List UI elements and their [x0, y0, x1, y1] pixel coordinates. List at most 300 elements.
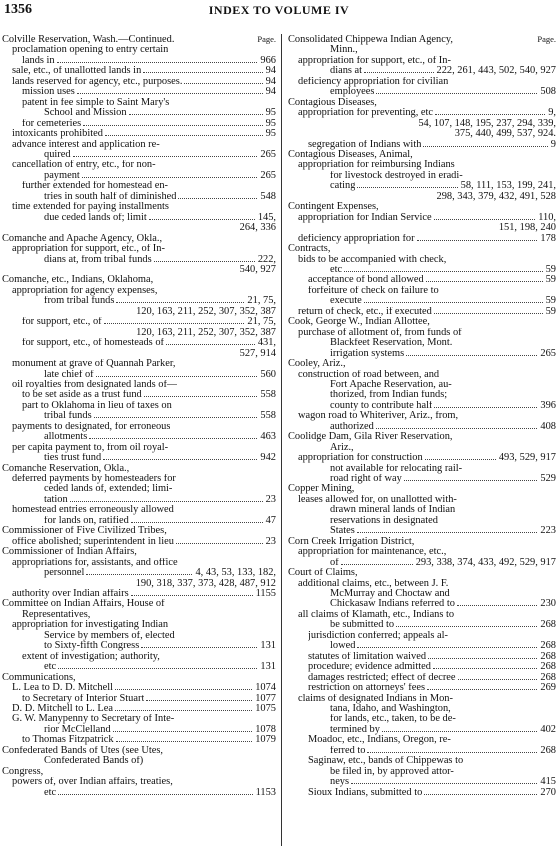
- index-heading: [2, 234, 276, 244]
- index-entry: [2, 652, 276, 662]
- page-reference: 268: [540, 619, 556, 631]
- index-entry: [288, 735, 556, 745]
- entry-text: thorized, from Indian funds;: [330, 390, 448, 401]
- index-entry: [288, 453, 556, 463]
- entry-text: late chief of: [44, 369, 94, 380]
- entry-text: for lands on, ratified: [44, 515, 129, 526]
- index-entry: [288, 589, 556, 599]
- page-reference: 59: [545, 263, 556, 275]
- index-entry: [288, 45, 556, 55]
- entry-text: 120, 163, 211, 252, 307, 352, 387: [136, 306, 276, 317]
- page-reference: 94: [265, 65, 276, 77]
- entry-text: for support, etc., of homesteads of: [22, 338, 164, 349]
- index-entry: [288, 756, 556, 766]
- page-column-label: Page.: [537, 34, 556, 44]
- page-reference: 558: [260, 389, 276, 401]
- entry-text: Consolidated Chippewa Indian Agency,: [288, 35, 453, 45]
- page-reference: 4, 43, 53, 133, 182,: [195, 567, 276, 579]
- entry-text: procedure; evidence admitted: [308, 662, 431, 673]
- index-entry: [288, 526, 556, 536]
- index-entry: [288, 87, 556, 97]
- entry-text: wagon road to Whiteriver, Ariz., from,: [298, 411, 459, 422]
- index-entry: [2, 641, 276, 651]
- page-reference: 548: [260, 190, 276, 202]
- entry-text: appropriation for Indian Service: [298, 212, 432, 223]
- dot-leader: [434, 219, 536, 220]
- index-entry: [288, 380, 556, 390]
- page-reference: 402: [540, 723, 556, 735]
- dot-leader: [433, 668, 538, 669]
- index-entry: [2, 484, 276, 494]
- index-entry: [288, 422, 556, 432]
- dot-leader: [82, 177, 258, 178]
- index-entry: [288, 746, 556, 756]
- page-reference: 265: [540, 347, 556, 359]
- entry-text: damages restricted; effect of decree: [308, 672, 456, 683]
- dot-leader: [423, 146, 547, 147]
- entry-text: of: [330, 557, 339, 568]
- index-entry: [2, 704, 276, 714]
- page-reference: 95: [265, 107, 276, 119]
- entry-text: drawn mineral lands of Indian: [330, 505, 456, 516]
- page-reference: 145,: [257, 211, 276, 223]
- index-entry: [288, 579, 556, 589]
- page-reference: 59: [545, 274, 556, 286]
- entry-text: purchase of allotment of, from funds of: [298, 327, 462, 338]
- index-entry: [288, 66, 556, 76]
- index-entry: [2, 66, 276, 76]
- index-entry: [288, 516, 556, 526]
- entry-text: etc: [44, 662, 57, 673]
- entry-text: per capita payment to, from oil royal-: [12, 442, 169, 453]
- entry-text: lands in: [22, 55, 55, 66]
- index-entry: [2, 286, 276, 296]
- index-heading: [288, 568, 556, 578]
- index-entry: [288, 599, 556, 609]
- entry-text: 190, 318, 337, 373, 428, 487, 912: [135, 578, 276, 589]
- page-reference: 942: [260, 452, 276, 464]
- page-reference: 265: [260, 148, 276, 160]
- index-entry: [288, 160, 556, 170]
- index-heading: [2, 349, 276, 359]
- index-heading: [2, 223, 276, 233]
- entry-text: county to contribute half: [330, 400, 433, 411]
- index-entry: [2, 579, 276, 589]
- entry-text: Comanche, etc., Indians, Oklahoma,: [2, 275, 154, 286]
- page-reference: 540, 927: [239, 263, 276, 275]
- entry-text: Communications,: [2, 672, 76, 683]
- index-entry: [2, 181, 276, 191]
- index-entry: [288, 694, 556, 704]
- index-entry: [288, 328, 556, 338]
- entry-text: sale, etc., of unallotted lands in: [12, 66, 142, 77]
- entry-text: additional claims, etc., between J. F.: [298, 578, 449, 589]
- page-reference: 558: [260, 410, 276, 422]
- dot-leader: [434, 313, 543, 314]
- dot-leader: [434, 407, 537, 408]
- page-reference: 270: [540, 786, 556, 798]
- index-heading: [288, 484, 556, 494]
- dot-leader: [364, 72, 433, 73]
- entry-text: extent of investigation; authority,: [22, 651, 160, 662]
- index-entry: [2, 788, 276, 798]
- page-reference: 268: [540, 650, 556, 662]
- page-reference: 47: [265, 514, 276, 526]
- index-entry: [2, 537, 276, 547]
- index-entry: [288, 390, 556, 400]
- index-entry: [288, 788, 556, 798]
- entry-text: personnel: [44, 568, 85, 579]
- index-entry: [2, 108, 276, 118]
- page-reference: 230: [540, 598, 556, 610]
- index-entry: [2, 338, 276, 348]
- page-reference: 268: [540, 640, 556, 652]
- entry-text: quired: [44, 149, 71, 160]
- dot-leader: [115, 689, 252, 690]
- index-entry: [288, 464, 556, 474]
- dot-leader: [149, 219, 255, 220]
- entry-text: office abolished; superintendent in lieu: [12, 536, 174, 547]
- entry-text: Committee on Indian Affairs, House of: [2, 599, 165, 610]
- entry-text: States: [330, 526, 355, 537]
- entry-text: from tribal funds: [44, 296, 115, 307]
- page-reference: 9,: [548, 107, 556, 119]
- dot-leader: [341, 564, 413, 565]
- index-entry: [288, 234, 556, 244]
- page-reference: 508: [540, 86, 556, 98]
- dot-leader: [115, 710, 252, 711]
- page-reference: 268: [540, 661, 556, 673]
- index-heading: [2, 275, 276, 285]
- entry-text: due ceded lands of; limit: [44, 212, 147, 223]
- index-entry: [288, 275, 556, 285]
- page-reference: 560: [260, 368, 276, 380]
- entry-text: mission uses: [22, 87, 75, 98]
- entry-text: to Thomas Fitzpatrick: [22, 735, 114, 746]
- index-entry: [288, 307, 556, 317]
- index-entry: [288, 255, 556, 265]
- dot-leader: [406, 355, 537, 356]
- entry-text: allotments: [44, 432, 88, 443]
- entry-text: be submitted to: [330, 620, 395, 631]
- index-heading: [2, 673, 276, 683]
- entry-text: claims of designated Indians in Mon-: [298, 693, 453, 704]
- running-title: INDEX TO VOLUME IV: [208, 3, 350, 17]
- dot-leader: [351, 783, 537, 784]
- page-reference: 529: [540, 473, 556, 485]
- index-entry: [2, 610, 276, 620]
- index-entry: [2, 694, 276, 704]
- index-heading: [2, 265, 276, 275]
- entry-text: homestead entries erroneously allowed: [12, 505, 174, 516]
- dot-leader: [131, 595, 253, 596]
- right-index-column: [288, 34, 556, 798]
- index-entry: [288, 558, 556, 568]
- entry-text: D. D. Mitchell to L. Lea: [12, 704, 113, 714]
- index-heading: [2, 599, 276, 609]
- entry-text: further extended for homestead en-: [22, 181, 168, 192]
- entry-text: lowed: [330, 641, 356, 652]
- index-heading: [288, 202, 556, 212]
- page-reference: 222, 261, 443, 502, 540, 927: [436, 65, 556, 77]
- index-entry: [288, 265, 556, 275]
- entry-text: appropriation for reimbursing Indians: [298, 160, 455, 171]
- index-entry: [2, 255, 276, 265]
- entry-text: Comanche and Apache Agency, Okla.,: [2, 233, 163, 244]
- entry-text: G. W. Manypenny to Secretary of Inte-: [12, 714, 175, 725]
- entry-text: ties trust fund: [44, 453, 102, 464]
- entry-text: L. Lea to D. D. Mitchell: [12, 683, 113, 694]
- dot-leader: [116, 741, 253, 742]
- dot-leader: [426, 281, 543, 282]
- page-reference: 21, 75,: [247, 316, 276, 328]
- index-entry: [2, 87, 276, 97]
- entry-text: not available for relocating rail-: [330, 463, 463, 474]
- page-reference: 268: [540, 744, 556, 756]
- index-entry: [2, 56, 276, 66]
- entry-text: irrigation systems: [330, 348, 405, 359]
- dot-leader: [70, 501, 263, 502]
- entry-text: appropriation for construction: [298, 453, 423, 464]
- index-entry: [288, 631, 556, 641]
- entry-text: deficiency appropriation for: [298, 233, 415, 244]
- dot-leader: [176, 543, 263, 544]
- index-entry: [288, 286, 556, 296]
- index-entry: [288, 401, 556, 411]
- dot-leader: [131, 522, 263, 523]
- page-reference: 23: [265, 535, 276, 547]
- dot-leader: [166, 344, 255, 345]
- entry-text: for support, etc., of: [22, 317, 102, 328]
- page-reference: 527, 914: [239, 347, 276, 359]
- entry-text: oil royalties from designated lands of—: [12, 379, 178, 390]
- index-heading: [288, 317, 556, 327]
- dot-leader: [367, 752, 537, 753]
- entry-text: Representatives,: [22, 609, 91, 620]
- dot-leader: [417, 240, 538, 241]
- index-entry: [2, 390, 276, 400]
- entry-text: Confederated Bands of): [44, 756, 144, 767]
- dot-leader: [57, 62, 258, 63]
- entry-text: jurisdiction conferred; appeals al-: [308, 630, 448, 641]
- entry-text: Ariz.,: [330, 442, 354, 453]
- entry-text: payment: [44, 170, 80, 181]
- index-entry: [2, 296, 276, 306]
- dot-leader: [89, 438, 257, 439]
- entry-text: be filed in, by approved attor-: [330, 766, 454, 777]
- page-reference: 1077: [255, 692, 276, 704]
- index-entry: [2, 735, 276, 745]
- dot-leader: [129, 114, 263, 115]
- entry-text: cating: [330, 181, 356, 192]
- page-reference: 1075: [255, 703, 276, 714]
- index-entry: [288, 652, 556, 662]
- dot-leader: [376, 93, 537, 94]
- entry-text: Contingent Expenses,: [288, 202, 379, 213]
- entry-text: Coolidge Dam, Gila River Reservation,: [288, 432, 453, 443]
- dot-leader: [73, 156, 258, 157]
- index-heading: [288, 34, 556, 45]
- entry-text: Moadoc, etc., Indians, Oregon, re-: [308, 735, 451, 746]
- index-entry: [2, 756, 276, 766]
- entry-text: authorized: [330, 421, 374, 432]
- page-reference: 1079: [255, 734, 276, 746]
- dot-leader: [357, 532, 538, 533]
- entry-text: dians at: [330, 66, 363, 77]
- entry-text: Minn.,: [330, 45, 358, 56]
- index-entry: [288, 714, 556, 724]
- entry-text: Cooley, Ariz.,: [288, 359, 346, 370]
- page-reference: 58, 111, 153, 199, 241,: [460, 180, 556, 192]
- entry-text: road right of way: [330, 474, 402, 485]
- index-entry: [2, 495, 276, 505]
- index-entry: [288, 495, 556, 505]
- index-entry: [2, 160, 276, 170]
- page-reference: 293, 338, 374, 433, 492, 529, 917: [415, 556, 556, 568]
- index-entry: [2, 213, 276, 223]
- entry-text: for cemeteries: [22, 118, 82, 129]
- index-entry: [2, 150, 276, 160]
- index-entry: [2, 192, 276, 202]
- index-entry: [2, 453, 276, 463]
- dot-leader: [58, 668, 257, 669]
- entry-text: Fort Apache Reservation, au-: [330, 379, 452, 390]
- dot-leader: [427, 689, 537, 690]
- dot-leader: [458, 679, 538, 680]
- entry-text: tribal funds: [44, 411, 92, 422]
- page-reference: 396: [540, 399, 556, 411]
- index-entry: [288, 192, 556, 202]
- page-reference: 966: [260, 54, 276, 66]
- entry-text: forfeiture of check on failure to: [308, 285, 439, 296]
- page-reference: 94: [265, 75, 276, 87]
- entry-text: Sioux Indians, submitted to: [308, 787, 423, 798]
- left-index-column: [2, 34, 276, 798]
- dot-leader: [105, 135, 263, 136]
- page-reference: 131: [260, 640, 276, 652]
- entry-text: tation: [44, 494, 68, 505]
- page-reference: 21, 75,: [247, 295, 276, 307]
- entry-text: powers of, over Indian affairs, treaties,: [12, 777, 173, 788]
- entry-text: intoxicants prohibited: [12, 129, 103, 140]
- entry-text: reservations in designated: [330, 515, 438, 526]
- index-entry: [288, 77, 556, 87]
- entry-text: Contracts,: [288, 244, 331, 255]
- index-entry: [288, 119, 556, 129]
- index-entry: [288, 620, 556, 630]
- index-entry: [288, 296, 556, 306]
- entry-text: leases allowed for, on unallotted with-: [298, 494, 457, 505]
- entry-text: advance interest and application re-: [12, 139, 160, 150]
- dot-leader: [424, 794, 537, 795]
- entry-text: Chickasaw Indians referred to: [330, 599, 455, 610]
- entry-text: neys: [330, 777, 350, 788]
- dot-leader: [83, 125, 262, 126]
- index-heading: [288, 98, 556, 108]
- index-entry: [2, 317, 276, 327]
- page-reference: 265: [260, 169, 276, 181]
- page-reference: 415: [540, 776, 556, 788]
- entry-text: appropriation for preventing, etc: [298, 108, 434, 119]
- entry-text: statutes of limitation waived: [308, 651, 427, 662]
- index-heading: [288, 150, 556, 160]
- entry-text: Congress,: [2, 766, 44, 777]
- dot-leader: [96, 376, 258, 377]
- entry-text: Copper Mining,: [288, 484, 355, 495]
- entry-text: dians at, from tribal funds: [44, 254, 152, 265]
- index-entry: [2, 505, 276, 515]
- dot-leader: [364, 302, 543, 303]
- dot-leader: [113, 731, 253, 732]
- page-reference: 493, 529, 917: [498, 452, 556, 464]
- entry-text: ceded lands of, extended; limi-: [44, 484, 173, 495]
- page-reference: 268: [540, 671, 556, 683]
- index-entry: [2, 244, 276, 254]
- index-entry: [2, 359, 276, 369]
- entry-text: Commissioner of Five Civilized Tribes,: [2, 526, 167, 537]
- dot-leader: [103, 459, 257, 460]
- index-entry: [2, 45, 276, 55]
- dot-leader: [154, 261, 255, 262]
- page-reference: 131: [260, 661, 276, 673]
- entry-text: execute: [330, 296, 362, 307]
- index-heading: [2, 746, 276, 756]
- page-reference: 1074: [255, 682, 276, 694]
- column-divider: [281, 34, 282, 846]
- index-entry: [288, 683, 556, 693]
- entry-text: for livestock destroyed in eradi-: [330, 170, 463, 181]
- index-entry: [288, 673, 556, 683]
- page-reference: 431,: [257, 337, 276, 349]
- dot-leader: [143, 72, 262, 73]
- page-reference: 1155: [255, 588, 276, 600]
- dot-leader: [178, 198, 257, 199]
- index-entry: [2, 432, 276, 442]
- page-reference: 94: [265, 86, 276, 98]
- index-entry: [288, 140, 556, 150]
- index-entry: [2, 98, 276, 108]
- index-entry: [2, 140, 276, 150]
- page-column-label: Page.: [257, 34, 276, 44]
- index-entry: [2, 129, 276, 139]
- entry-text: appropriation for support, etc., of In-: [12, 244, 165, 255]
- page-reference: 222,: [257, 253, 276, 265]
- dot-leader: [58, 794, 252, 795]
- index-heading: [288, 537, 556, 547]
- page-number: 1356: [4, 2, 32, 17]
- entry-text: deferred payments by homesteaders for: [12, 474, 176, 485]
- index-heading: [288, 223, 556, 233]
- index-entry: [288, 641, 556, 651]
- entry-text: return of check, etc., if executed: [298, 306, 432, 317]
- page-reference: 178: [540, 232, 556, 244]
- index-heading: [2, 464, 276, 474]
- entry-text: ferred to: [330, 745, 366, 756]
- index-entry: [2, 370, 276, 380]
- entry-text: deficiency appropriation for civilian: [298, 76, 449, 87]
- dot-leader: [141, 647, 257, 648]
- entry-text: 298, 343, 379, 432, 491, 528: [436, 191, 556, 202]
- page-reference: 151, 198, 240: [498, 222, 556, 234]
- dot-leader: [104, 323, 245, 324]
- entry-text: proclamation opening to entry certain: [12, 45, 169, 56]
- index-entry: [2, 662, 276, 672]
- index-entry: [2, 777, 276, 787]
- index-entry: [2, 119, 276, 129]
- entry-text: appropriation for agency expenses,: [12, 285, 158, 296]
- entry-text: Colville Reservation, Wash.—Continued.: [2, 35, 175, 45]
- index-heading: [2, 547, 276, 557]
